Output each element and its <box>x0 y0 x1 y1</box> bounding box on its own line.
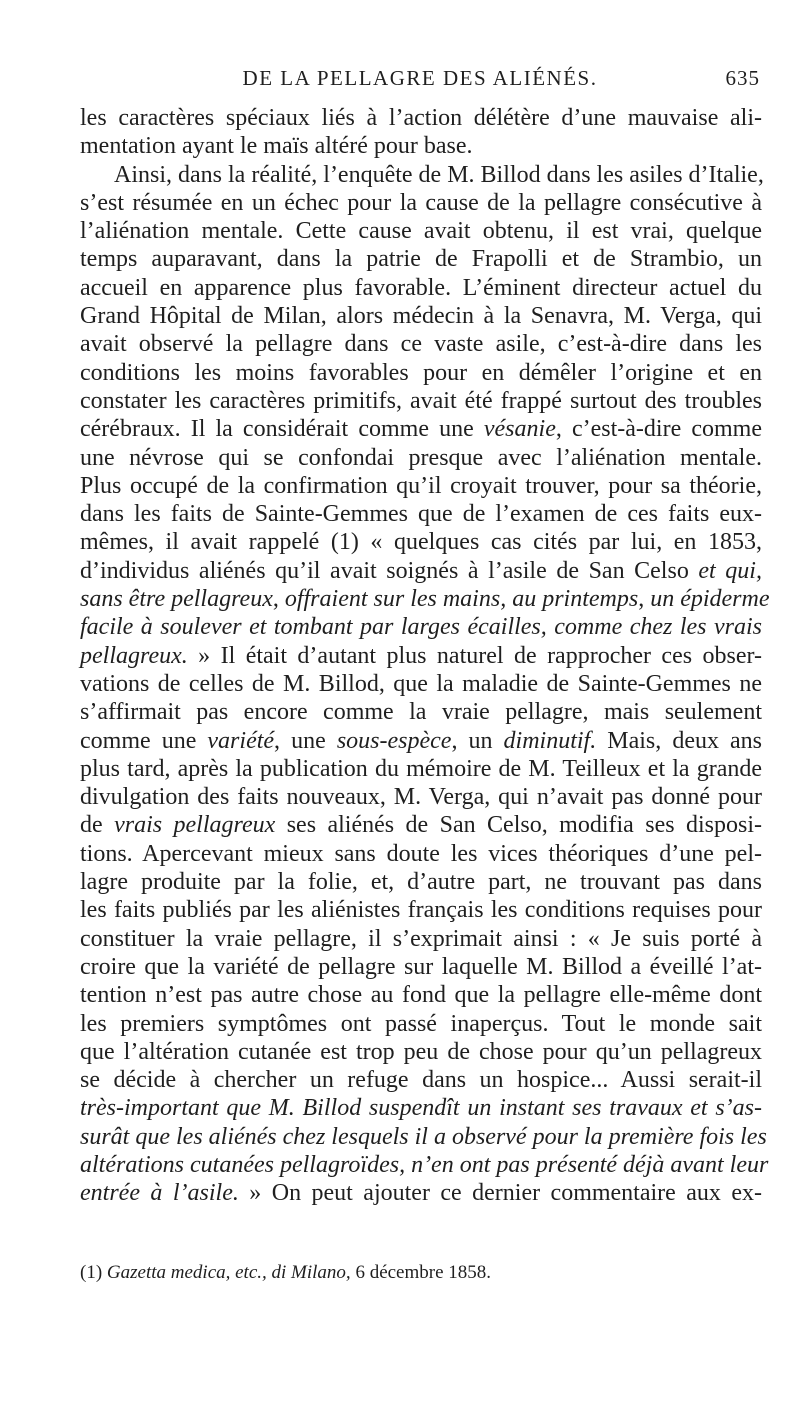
text-line <box>80 1123 767 1151</box>
text-run: tention n’est pas autre chose au fond que la pellagre elle-même dont <box>80 982 762 1009</box>
text-run: vations de celles de M. Billod, que la maladie de Sainte-Gemmes ne <box>80 670 762 697</box>
text-line <box>80 585 770 613</box>
text-line <box>80 528 762 556</box>
text-line <box>80 868 762 896</box>
text-run: tions. Apercevant mieux sans doute les vices théoriques d’une pel- <box>80 840 762 867</box>
text-run: Mais, deux ans <box>596 727 763 754</box>
text-line <box>80 953 762 981</box>
text-line <box>80 1010 762 1038</box>
text-run: » On peut ajouter ce dernier commentaire aux ex- <box>238 1180 763 1207</box>
text-run: , une <box>274 727 337 754</box>
italic-text: vésanie <box>483 416 556 443</box>
text-line <box>80 1094 762 1122</box>
text-line <box>80 217 762 245</box>
text-run: divulgation des faits nouveaux, M. Verga, qui n’avait pas donné pour <box>80 784 762 811</box>
text-line <box>80 1151 769 1179</box>
text-run: , c’est-à-dire comme <box>555 416 762 443</box>
italic-text: diminutif. <box>503 727 597 754</box>
text-run: comme une <box>80 727 208 754</box>
text-run: d’individus aliénés qu’il avait soignés à l’asile de San Celso <box>80 557 699 584</box>
text-run: mêmes, il avait rappelé (1) « quelques cas cités par lui, en 1853, <box>80 529 762 556</box>
text-run: les premiers symptômes ont passé inaperçus. Tout le monde sait <box>80 1010 762 1037</box>
italic-text: pellagreux. <box>80 642 188 669</box>
footnote <box>80 1262 762 1284</box>
text-line <box>80 670 762 698</box>
text-line <box>80 330 762 358</box>
text-line <box>80 132 762 160</box>
text-run: les caractères spéciaux liés à l’action délétère d’une mauvaise ali- <box>80 105 762 131</box>
text-run: mentation ayant le maïs altéré pour base. <box>80 133 473 160</box>
text-line <box>80 1179 762 1207</box>
text-run: Ainsi, dans la réalité, l’enquête de M. Billod dans les asiles d’Italie, <box>114 161 764 188</box>
text-line <box>80 387 762 415</box>
text-line <box>80 698 762 726</box>
text-run: constater les caractères primitifs, avait été frappé surtout des troubles <box>80 387 762 414</box>
italic-text: entrée à l’asile. <box>80 1180 239 1207</box>
running-header <box>80 66 760 96</box>
text-run: une névrose qui se confondai presque avec l’aliénation mentale. <box>80 444 762 471</box>
italic-text: offraient sur les mains, au printemps <box>284 586 639 613</box>
text-run: , <box>638 586 651 613</box>
text-run: Plus occupé de la confirmation qu’il croyait trouver, pour sa théorie, <box>80 472 762 499</box>
text-run: les faits publiés par les aliénistes français les conditions requises pour <box>80 897 762 924</box>
running-title: DE LA PELLAGRE DES ALIÉNÉS. <box>242 66 598 90</box>
italic-text: très-important que M. Billod suspendît un instant ses travaux et s’as- <box>80 1095 762 1122</box>
text-line <box>80 245 762 273</box>
text-run: cérébraux. Il la considérait comme une <box>80 416 484 443</box>
text-run: s’est résumée en un échec pour la cause de la pellagre consécutive à <box>80 189 762 216</box>
text-run: dans les faits de Sainte-Gemmes que de l’examen de ces faits eux- <box>80 501 762 528</box>
text-run: lagre produite par la folie, et, d’autre part, ne trouvant pas dans <box>80 869 762 896</box>
text-run: s’affirmait pas encore comme la vraie pellagre, mais seulement <box>80 699 762 726</box>
text-line <box>80 642 762 670</box>
text-run: avait observé la pellagre dans ce vaste asile, c’est-à-dire dans les <box>80 331 762 358</box>
italic-text: vrais pellagreux <box>114 812 276 839</box>
italic-text: surât que les aliénés chez lesquels il a observé pour la première fois les <box>80 1123 767 1150</box>
page-number: 635 <box>725 66 760 90</box>
text-run: l’aliénation mentale. Cette cause avait obtenu, il est vrai, quelque <box>80 218 762 245</box>
text-run: se décide à chercher un refuge dans un hospice... Aussi serait-il <box>80 1067 762 1094</box>
text-line <box>80 981 762 1009</box>
text-run: temps auparavant, dans la patrie de Frapolli et de Strambio, un <box>80 246 762 273</box>
text-run: » Il était d’autant plus naturel de rapprocher ces obser- <box>187 642 762 669</box>
text-line <box>80 189 762 217</box>
text-line <box>80 444 762 472</box>
text-run: plus tard, après la publication du mémoire de M. Teilleux et la grande <box>80 755 762 782</box>
text-line <box>80 415 762 443</box>
body-text <box>80 104 770 1208</box>
text-run: Grand Hôpital de Milan, alors médecin à la Senavra, M. Verga, qui <box>80 303 762 330</box>
italic-text: et qui, <box>698 557 762 584</box>
text-line <box>80 1038 762 1066</box>
text-run: constituer la vraie pellagre, il s’exprimait ainsi : « Je suis porté à <box>80 925 762 952</box>
italic-text: Gazetta medica, etc., di Milano, <box>106 1262 351 1283</box>
text-line <box>80 161 762 189</box>
text-line <box>80 811 762 839</box>
text-line <box>80 302 762 330</box>
text-line <box>80 896 762 924</box>
text-run: de <box>80 812 115 839</box>
text-line <box>80 359 762 387</box>
text-line <box>80 104 762 132</box>
text-line <box>80 840 762 868</box>
text-run: croire que la variété de pellagre sur laquelle M. Billod a éveillé l’at- <box>80 953 762 980</box>
text-run: ses aliénés de San Celso, modifia ses disposi- <box>275 812 763 839</box>
text-line <box>80 613 762 641</box>
text-run: (1) <box>80 1262 107 1283</box>
italic-text: variété <box>207 727 275 754</box>
text-line <box>80 727 762 755</box>
text-line <box>80 500 762 528</box>
text-line <box>80 557 762 585</box>
italic-text: un épiderme <box>650 586 770 613</box>
text-run: que l’altération cutanée est trop peu de chose pour qu’un pellagreux <box>80 1038 762 1065</box>
text-run: conditions les moins favorables pour en démêler l’origine et en <box>80 359 762 386</box>
text-run: , <box>272 586 285 613</box>
italic-text: sous-espèce <box>336 727 452 754</box>
italic-text: facile à soulever et tombant par larges écailles, comme chez les vrais <box>80 614 762 641</box>
text-line <box>80 472 762 500</box>
italic-text: sans être pellagreux <box>80 586 273 613</box>
text-line <box>80 274 762 302</box>
text-line <box>80 755 762 783</box>
text-line <box>80 1066 762 1094</box>
text-run: accueil en apparence plus favorable. L’éminent directeur actuel du <box>80 274 762 301</box>
text-line <box>80 783 762 811</box>
text-run: , un <box>451 727 504 754</box>
text-line <box>80 925 762 953</box>
text-run: 6 décembre 1858. <box>350 1262 492 1283</box>
italic-text: altérations cutanées pellagroïdes, n’en ont pas présenté déjà avant leur <box>80 1151 769 1178</box>
